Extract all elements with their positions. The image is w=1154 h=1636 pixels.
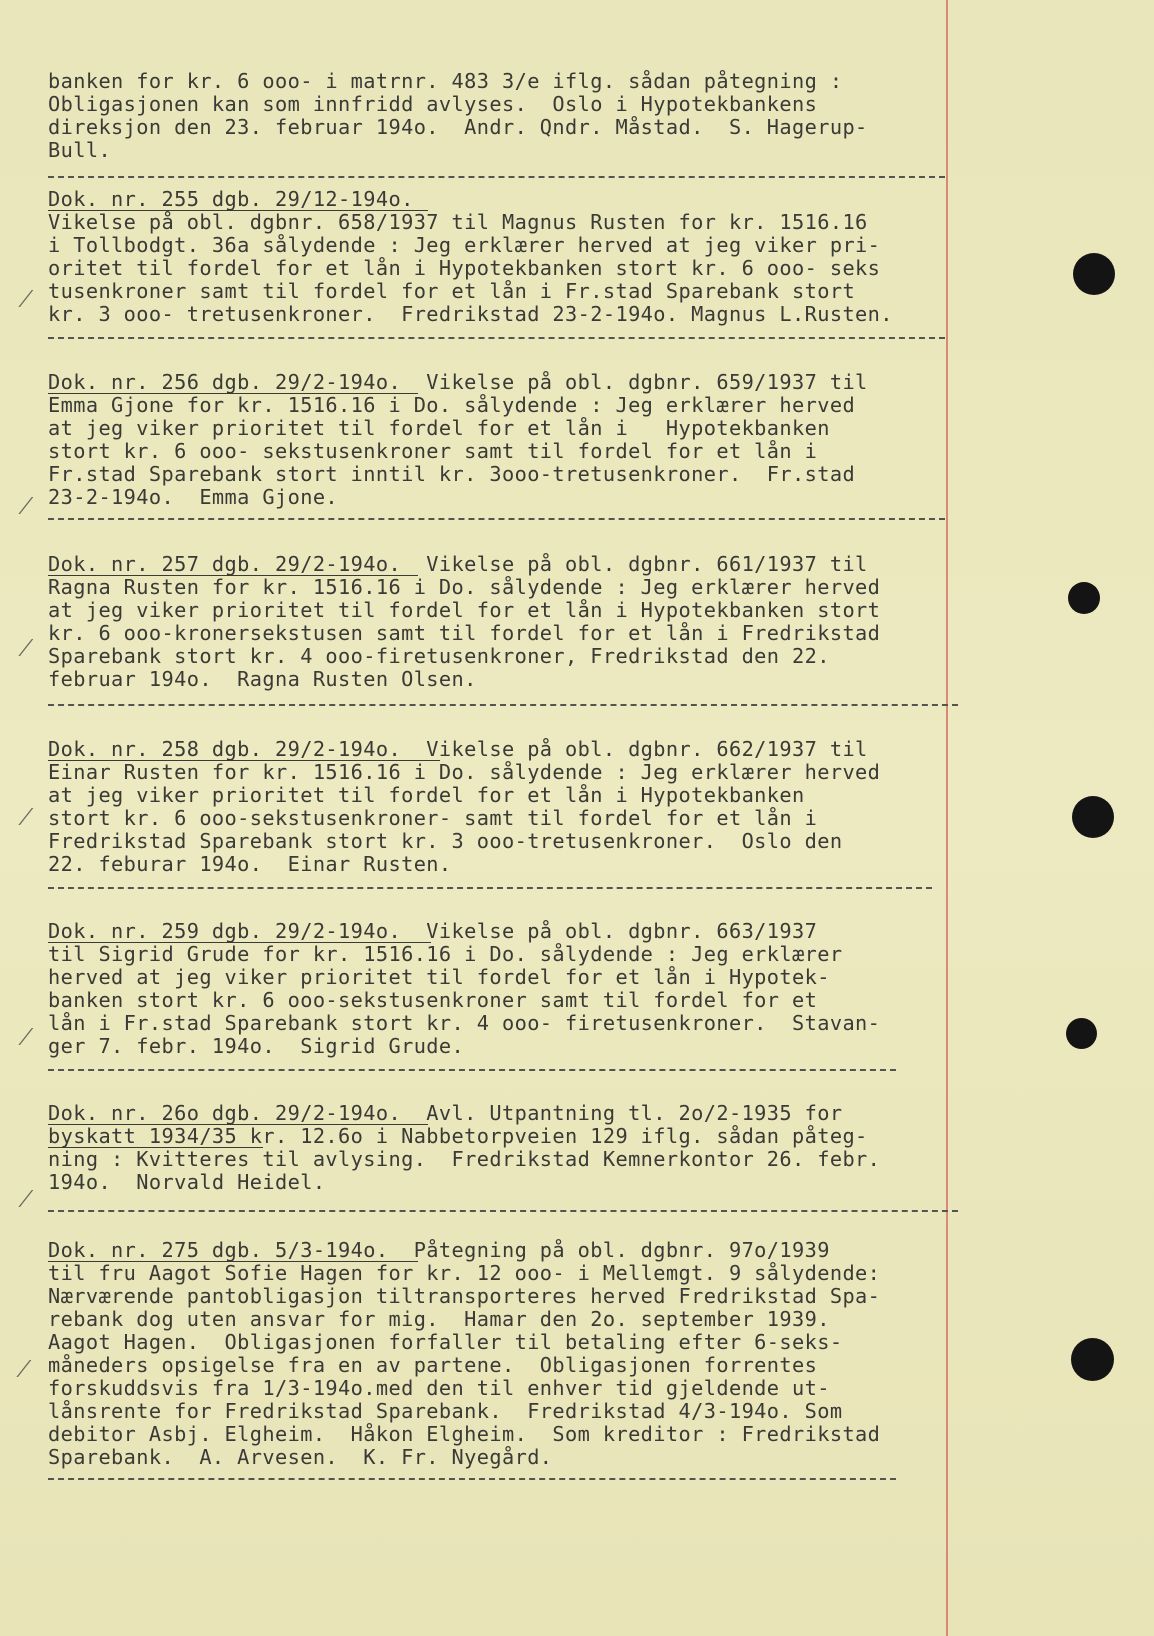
text-line: Emma Gjone for kr. 1516.16 i Do. sålydende : Jeg erklærer herved <box>48 393 856 417</box>
text-line: 22. feburar 194o. Einar Rusten. <box>48 852 452 876</box>
separator <box>48 1210 958 1212</box>
entry-dok-256 <box>48 371 948 509</box>
entry-dok-255 <box>48 188 948 326</box>
margin-check-mark: ⁄ <box>22 1358 26 1383</box>
punch-hole <box>1066 1018 1097 1049</box>
text-line: måneders opsigelse fra en av partene. Obligasjonen forrentes <box>48 1353 818 1377</box>
text-line: 23-2-194o. Emma Gjone. <box>48 485 339 509</box>
text-underline <box>48 1147 263 1148</box>
punch-hole <box>1068 582 1100 614</box>
heading-underline <box>48 1261 418 1262</box>
entry-dok-260 <box>48 1102 948 1194</box>
punch-hole <box>1071 1338 1114 1381</box>
text-line: februar 194o. Ragna Rusten Olsen. <box>48 667 477 691</box>
text-line: Sparebank stort kr. 4 ooo-firetusenkroner, Fredrikstad den 22. <box>48 644 830 668</box>
text-line: rebank dog uten ansvar for mig. Hamar den 2o. september 1939. <box>48 1307 830 1331</box>
margin-check-mark: ⁄ <box>24 288 28 313</box>
text-line: direksjon den 23. februar 194o. Andr. Qndr. Måstad. S. Hagerup- <box>48 115 868 139</box>
text-line: banken stort kr. 6 ooo-sekstusenkroner samt til fordel for et <box>48 988 818 1012</box>
entry-dok-275 <box>48 1239 948 1469</box>
text-line: til fru Aagot Sofie Hagen for kr. 12 ooo- i Mellemgt. 9 sålydende: <box>48 1261 881 1285</box>
text-line: Dok. nr. 259 dgb. 29/2-194o. Vikelse på obl. dgbnr. 663/1937 <box>48 919 818 943</box>
text-line: i Tollbodgt. 36a sålydende : Jeg erklærer herved at jeg viker pri- <box>48 233 881 257</box>
text-line: Ragna Rusten for kr. 1516.16 i Do. sålydende : Jeg erklærer herved <box>48 575 881 599</box>
text-line: stort kr. 6 ooo- sekstusenkroner samt til fordel for et lån i <box>48 439 818 463</box>
margin-check-mark: ⁄ <box>24 806 28 831</box>
text-line: tusenkroner samt til fordel for et lån i Fr.stad Sparebank stort <box>48 279 856 303</box>
text-line: Obligasjonen kan som innfridd avlyses. Oslo i Hypotekbankens <box>48 92 818 116</box>
text-line: Dok. nr. 275 dgb. 5/3-194o. Påtegning på obl. dgbnr. 97o/1939 <box>48 1238 830 1262</box>
text-line: Vikelse på obl. dgbnr. 658/1937 til Magnus Rusten for kr. 1516.16 <box>48 210 868 234</box>
entry-dok-259 <box>48 920 948 1058</box>
text-line: at jeg viker prioritet til fordel for et lån i Hypotekbanken <box>48 416 830 440</box>
text-line: til Sigrid Grude for kr. 1516.16 i Do. sålydende : Jeg erklærer <box>48 942 843 966</box>
entry-dok-258 <box>48 738 948 876</box>
text-line: byskatt 1934/35 kr. 12.6o i Nabbetorpveien 129 iflg. sådan påteg- <box>48 1124 868 1148</box>
margin-check-mark: ⁄ <box>24 1188 28 1213</box>
text-line: Dok. nr. 257 dgb. 29/2-194o. Vikelse på obl. dgbnr. 661/1937 til <box>48 552 868 576</box>
text-line: kr. 3 ooo- tretusenkroner. Fredrikstad 23-2-194o. Magnus L.Rusten. <box>48 302 893 326</box>
heading-underline <box>48 760 440 761</box>
margin-check-mark: ⁄ <box>24 1026 28 1051</box>
separator <box>48 518 945 520</box>
margin-check-mark: ⁄ <box>24 495 28 520</box>
separator <box>48 337 945 339</box>
text-line: at jeg viker prioritet til fordel for et lån i Hypotekbanken stort <box>48 598 881 622</box>
text-line: herved at jeg viker prioritet til fordel for et lån i Hypotek- <box>48 965 830 989</box>
text-line: 194o. Norvald Heidel. <box>48 1170 326 1194</box>
entry-continuation <box>48 70 948 162</box>
text-line: forskuddsvis fra 1/3-194o.med den til enhver tid gjeldende ut- <box>48 1376 830 1400</box>
punch-hole <box>1073 253 1115 295</box>
separator <box>48 704 958 706</box>
text-line: ning : Kvitteres til avlysing. Fredrikstad Kemnerkontor 26. febr. <box>48 1147 881 1171</box>
text-line: Dok. nr. 256 dgb. 29/2-194o. Vikelse på obl. dgbnr. 659/1937 til <box>48 370 868 394</box>
entry-dok-257 <box>48 553 948 691</box>
text-line: Einar Rusten for kr. 1516.16 i Do. sålydende : Jeg erklærer herved <box>48 760 881 784</box>
separator <box>48 176 945 178</box>
separator <box>48 887 932 889</box>
text-line: kr. 6 ooo-kronersekstusen samt til fordel for et lån i Fredrikstad <box>48 621 881 645</box>
text-line: Dok. nr. 26o dgb. 29/2-194o. Avl. Utpantning tl. 2o/2-1935 for <box>48 1101 843 1125</box>
margin-check-mark: ⁄ <box>24 637 28 662</box>
text-line: Nærværende pantobligasjon tiltransporteres herved Fredrikstad Spa- <box>48 1284 881 1308</box>
heading-underline <box>48 1124 428 1125</box>
separator <box>48 1478 896 1480</box>
text-line: Fredrikstad Sparebank stort kr. 3 ooo-tretusenkroner. Oslo den <box>48 829 843 853</box>
entry-heading: Dok. nr. 255 dgb. 29/12-194o. <box>48 187 414 211</box>
heading-underline <box>48 393 418 394</box>
text-line: lånsrente for Fredrikstad Sparebank. Fredrikstad 4/3-194o. Som <box>48 1399 843 1423</box>
text-line: oritet til fordel for et lån i Hypotekbanken stort kr. 6 ooo- seks <box>48 256 881 280</box>
text-line: lån i Fr.stad Sparebank stort kr. 4 ooo- firetusenkroner. Stavan- <box>48 1011 881 1035</box>
text-line: stort kr. 6 ooo-sekstusenkroner- samt til fordel for et lån i <box>48 806 818 830</box>
separator <box>48 1069 896 1071</box>
text-line: Sparebank. A. Arvesen. K. Fr. Nyegård. <box>48 1445 553 1469</box>
heading-underline <box>48 942 431 943</box>
punch-hole <box>1072 796 1114 838</box>
text-line: banken for kr. 6 ooo- i matrnr. 483 3/e iflg. sådan påtegning : <box>48 69 843 93</box>
text-line: Dok. nr. 258 dgb. 29/2-194o. Vikelse på obl. dgbnr. 662/1937 til <box>48 737 868 761</box>
text-line: ger 7. febr. 194o. Sigrid Grude. <box>48 1034 465 1058</box>
text-line: at jeg viker prioritet til fordel for et lån i Hypotekbanken <box>48 783 805 807</box>
text-line: debitor Asbj. Elgheim. Håkon Elgheim. Som kreditor : Fredrikstad <box>48 1422 881 1446</box>
text-line: Bull. <box>48 138 112 162</box>
heading-underline <box>48 575 418 576</box>
heading-underline <box>48 210 428 211</box>
text-line: Fr.stad Sparebank stort inntil kr. 3ooo-tretusenkroner. Fr.stad <box>48 462 856 486</box>
text-line: Aagot Hagen. Obligasjonen forfaller til betaling efter 6-seks- <box>48 1330 843 1354</box>
